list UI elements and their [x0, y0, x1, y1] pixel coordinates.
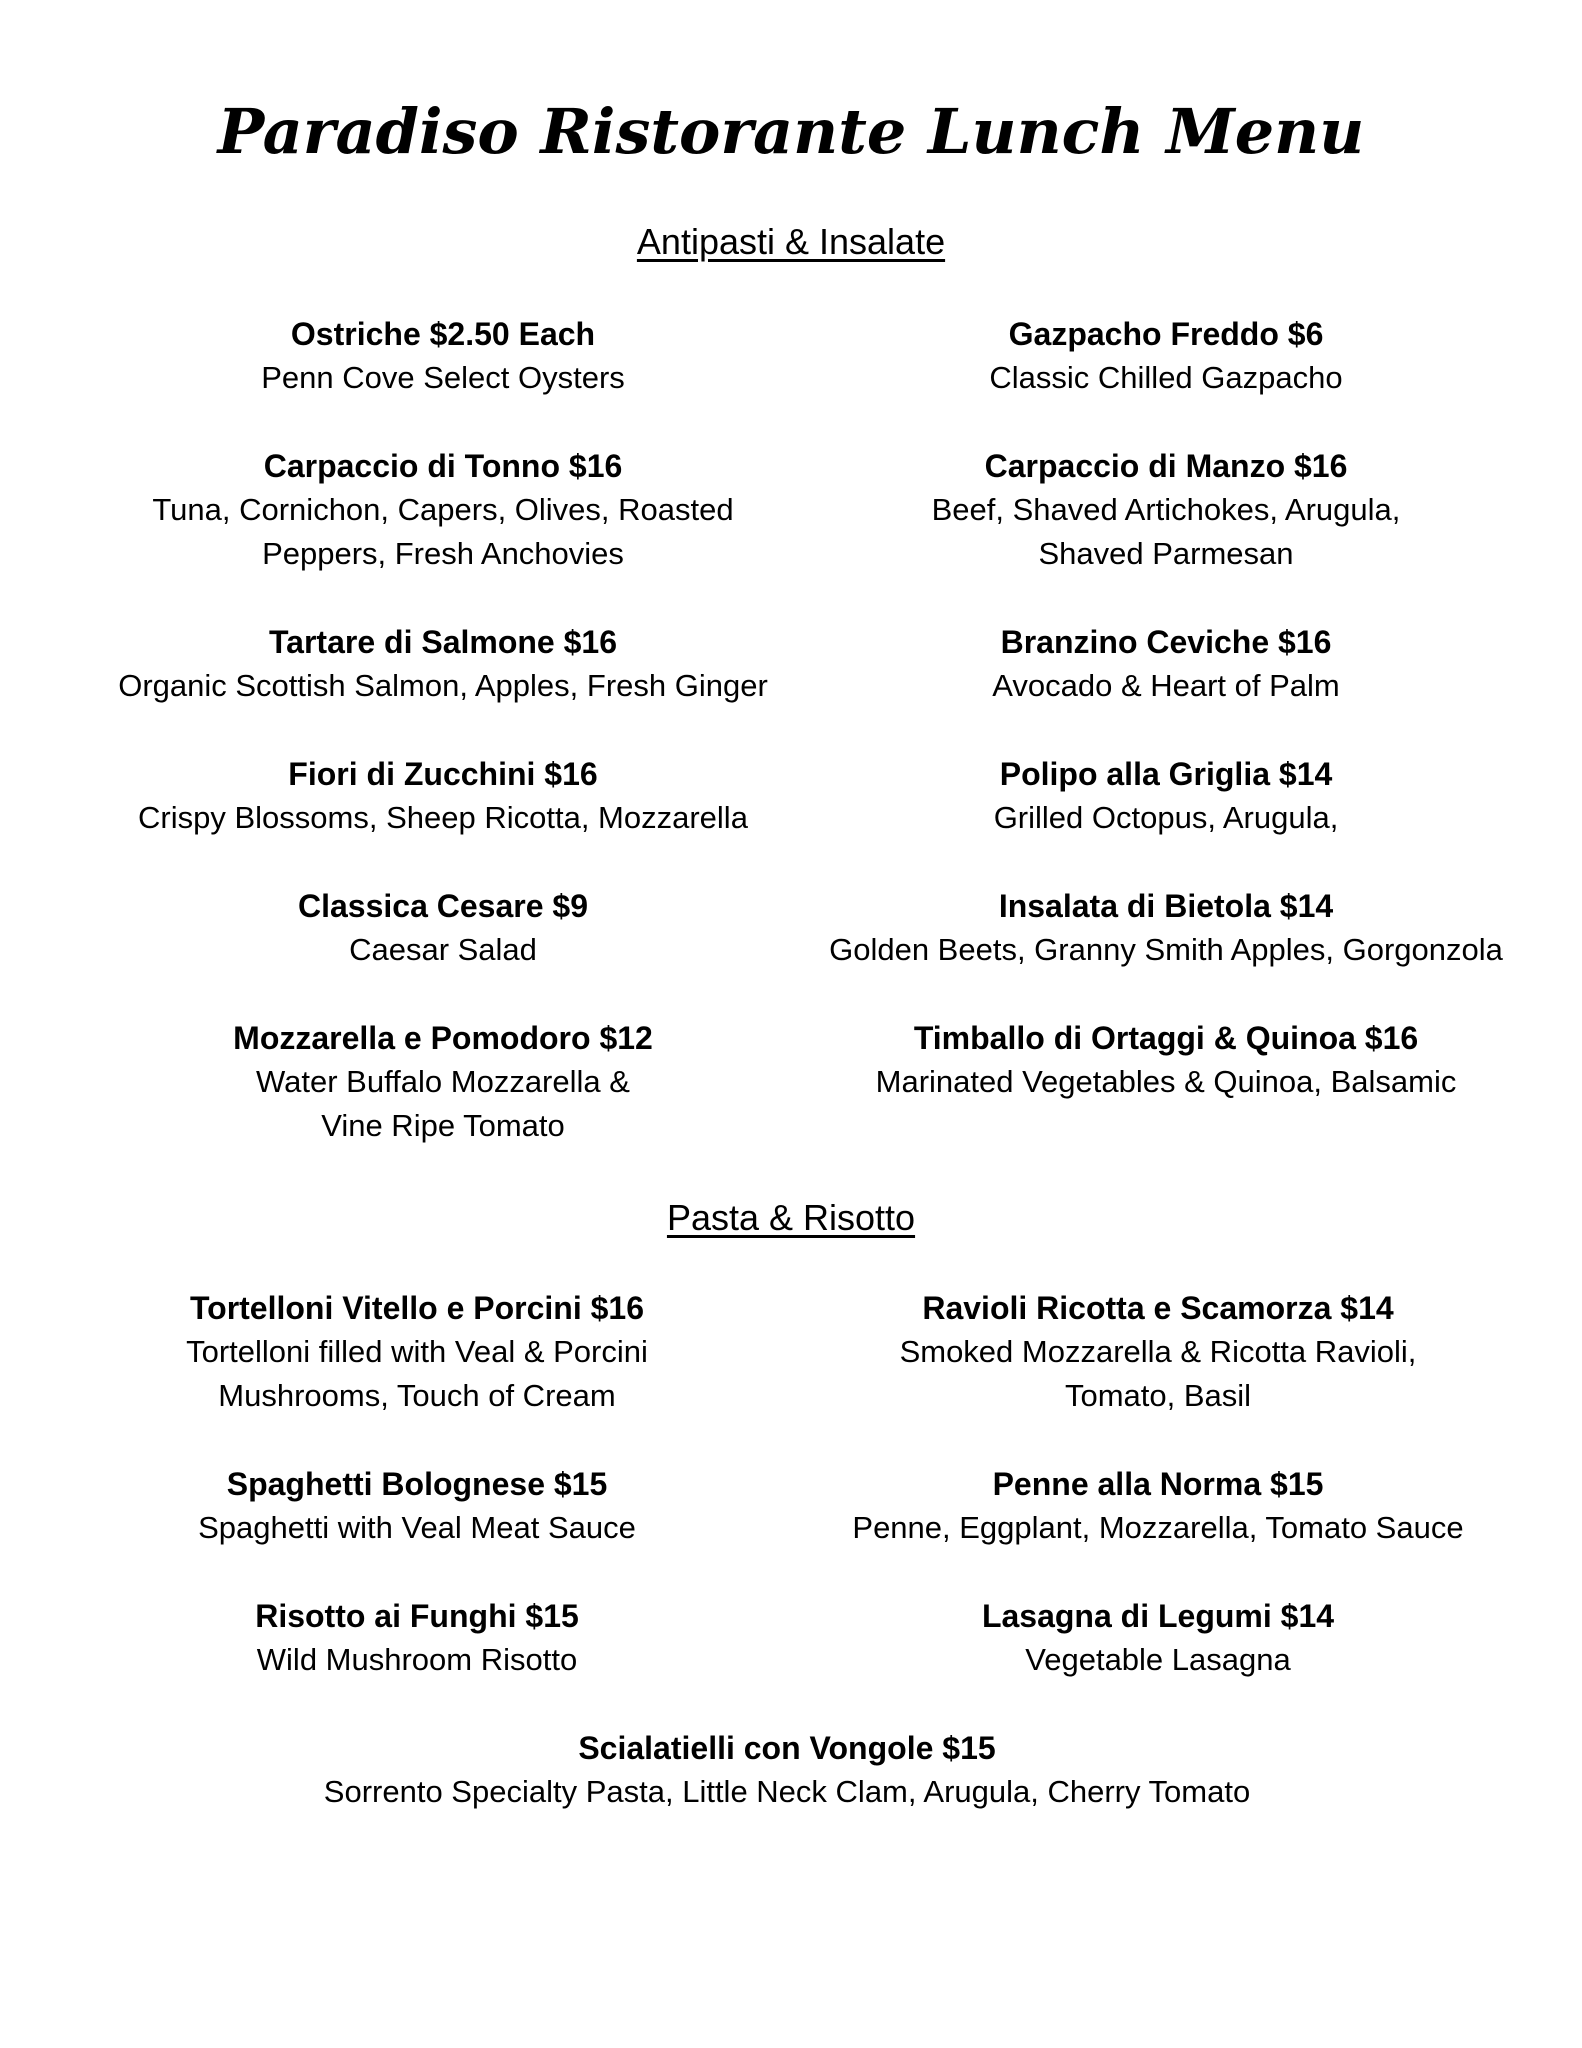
menu-item	[63, 1016, 823, 1148]
menu-item	[37, 1462, 797, 1550]
item-description: Organic Scottish Salmon, Apples, Fresh Ginger	[118, 668, 768, 703]
item-name: Tortelloni Vitello e Porcini $16	[189, 1290, 645, 1326]
item-name: Fiori di Zucchini $16	[288, 756, 598, 792]
item-description: Water Buffalo Mozzarella & Vine Ripe Tomato	[256, 1064, 630, 1143]
item-description: Avocado & Heart of Palm	[992, 668, 1340, 703]
item-name: Ostriche $2.50 Each	[290, 316, 596, 352]
item-description: Classic Chilled Gazpacho	[989, 360, 1343, 395]
section-heading-pasta: Pasta & Risotto	[666, 1197, 916, 1238]
page-title: Paradiso Ristorante Lunch Menu	[217, 95, 1365, 168]
item-description: Vegetable Lasagna	[1025, 1642, 1291, 1677]
menu-item	[778, 1286, 1538, 1418]
item-description: Beef, Shaved Artichokes, Arugula, Shaved Parmesan	[931, 492, 1401, 571]
section-heading-antipasti: Antipasti & Insalate	[636, 221, 946, 262]
item-description: Penne, Eggplant, Mozzarella, Tomato Sauce	[852, 1510, 1464, 1545]
item-name: Tartare di Salmone $16	[269, 624, 617, 660]
item-name: Ravioli Ricotta e Scamorza $14	[922, 1290, 1394, 1326]
menu-item	[786, 620, 1546, 708]
item-name: Scialatielli con Vongole $15	[578, 1730, 996, 1766]
item-description: Wild Mushroom Risotto	[256, 1642, 578, 1677]
item-name: Insalata di Bietola $14	[998, 888, 1334, 924]
item-name: Carpaccio di Tonno $16	[263, 448, 623, 484]
menu-item	[778, 1594, 1538, 1682]
menu-item	[786, 1016, 1546, 1104]
menu-item	[786, 312, 1546, 400]
menu-item	[63, 884, 823, 972]
item-name: Spaghetti Bolognese $15	[226, 1466, 608, 1502]
item-name: Gazpacho Freddo $6	[1008, 316, 1324, 352]
item-description: Marinated Vegetables & Quinoa, Balsamic	[875, 1064, 1457, 1099]
menu-item	[786, 752, 1546, 840]
item-description: Sorrento Specialty Pasta, Little Neck Clam, Arugula, Cherry Tomato	[323, 1774, 1251, 1809]
item-name: Mozzarella e Pomodoro $12	[233, 1020, 653, 1056]
menu-item	[786, 884, 1546, 972]
item-name: Classica Cesare $9	[298, 888, 588, 924]
item-description: Tortelloni filled with Veal & Porcini Mushrooms, Touch of Cream	[186, 1334, 648, 1413]
menu-item	[63, 444, 823, 576]
item-name: Risotto ai Funghi $15	[255, 1598, 579, 1634]
menu-item	[63, 620, 823, 708]
item-description: Smoked Mozzarella & Ricotta Ravioli, Tomato, Basil	[899, 1334, 1417, 1413]
menu-item	[786, 444, 1546, 576]
menu-item	[63, 752, 823, 840]
item-name: Timballo di Ortaggi & Quinoa $16	[913, 1020, 1419, 1056]
item-description: Caesar Salad	[349, 932, 537, 967]
item-name: Carpaccio di Manzo $16	[984, 448, 1348, 484]
item-name: Penne alla Norma $15	[992, 1466, 1324, 1502]
menu-item	[63, 312, 823, 400]
menu-item	[237, 1726, 1337, 1814]
item-description: Spaghetti with Veal Meat Sauce	[198, 1510, 636, 1545]
item-description: Crispy Blossoms, Sheep Ricotta, Mozzarella	[138, 800, 748, 835]
item-description: Grilled Octopus, Arugula,	[993, 800, 1339, 835]
item-name: Branzino Ceviche $16	[1000, 624, 1332, 660]
item-name: Polipo alla Griglia $14	[999, 756, 1333, 792]
item-description: Tuna, Cornichon, Capers, Olives, Roasted Peppers, Fresh Anchovies	[152, 492, 734, 571]
menu-item	[778, 1462, 1538, 1550]
item-name: Lasagna di Legumi $14	[981, 1598, 1335, 1634]
item-description: Golden Beets, Granny Smith Apples, Gorgonzola	[829, 932, 1503, 967]
item-description: Penn Cove Select Oysters	[261, 360, 625, 395]
menu-item	[37, 1594, 797, 1682]
menu-item	[37, 1286, 797, 1418]
